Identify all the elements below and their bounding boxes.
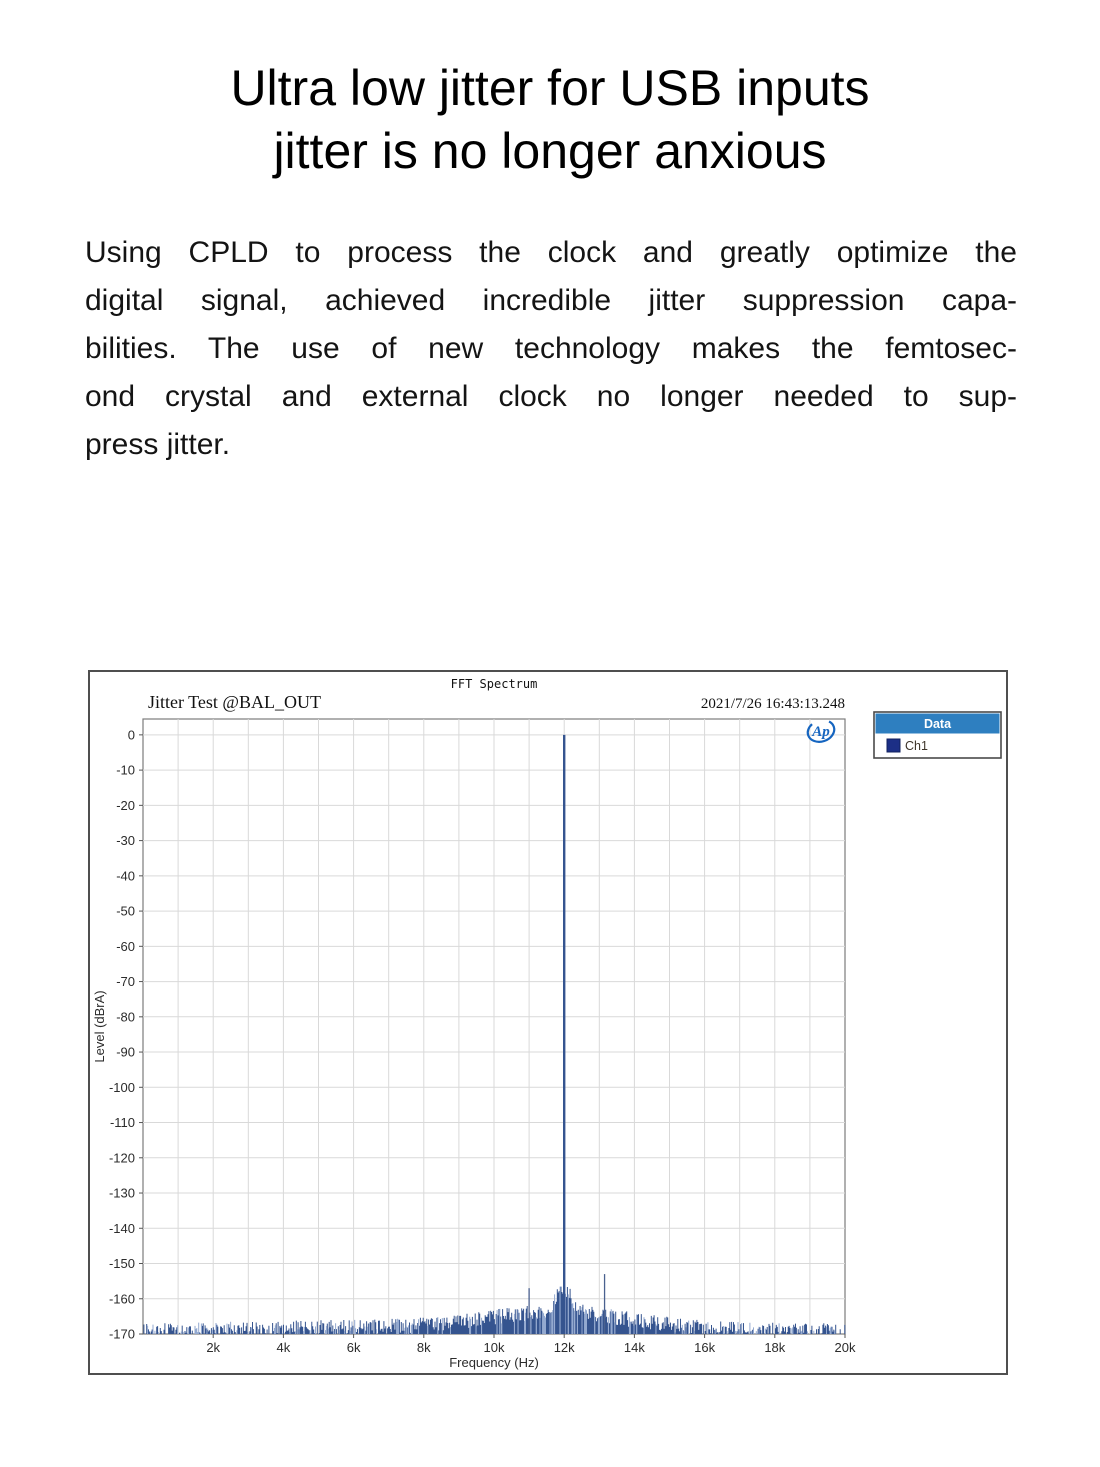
y-tick-label: -90 [116, 1044, 135, 1060]
x-tick-label: 10k [483, 1340, 505, 1355]
paragraph-line: press jitter. [85, 428, 231, 461]
chart-title: FFT Spectrum [450, 677, 538, 691]
timestamp: 2021/7/26 16:43:13.248 [700, 696, 845, 712]
x-tick-label: 2k [206, 1340, 221, 1355]
y-tick-label: -170 [108, 1326, 135, 1342]
legend-header-label: Data [923, 717, 952, 731]
y-tick-label: -110 [109, 1115, 135, 1131]
x-tick-label: 12k [553, 1340, 575, 1355]
x-tick-label: 20k [834, 1340, 856, 1355]
y-tick-label: -80 [116, 1009, 135, 1025]
paragraph-line: digital signal, achieved incredible jitter suppression capa- [85, 284, 1017, 317]
y-tick-label: -10 [116, 762, 135, 778]
x-tick-label: 8k [416, 1340, 431, 1355]
page-title [0, 57, 1100, 183]
y-tick-label: -40 [116, 868, 135, 884]
fft-spectrum-chart [88, 670, 1008, 1375]
x-tick-label: 4k [276, 1340, 291, 1355]
trace-title: Jitter Test @BAL_OUT [148, 692, 321, 712]
y-tick-label: -160 [108, 1291, 135, 1307]
y-tick-label: -60 [116, 938, 135, 954]
ap-logo-text: Ap [812, 724, 830, 740]
y-tick-label: -70 [116, 974, 135, 990]
page-title-line2: jitter is no longer anxious [273, 123, 827, 179]
paragraph-line: bilities. The use of new technology makes the femtosec- [85, 332, 1017, 365]
y-tick-label: -120 [108, 1150, 135, 1166]
fft-spectrum-figure [88, 670, 1008, 1375]
x-tick-label: 18k [764, 1340, 786, 1355]
y-axis-label: Level (dBrA) [92, 990, 107, 1063]
y-tick-label: -130 [108, 1185, 135, 1201]
x-tick-label: 6k [346, 1340, 361, 1355]
paragraph-line: ond crystal and external clock no longer needed to sup- [85, 380, 1017, 413]
y-tick-label: -50 [116, 903, 135, 919]
y-tick-label: -100 [108, 1079, 135, 1095]
page-title-line1: Ultra low jitter for USB inputs [230, 60, 870, 116]
y-tick-label: -20 [116, 797, 135, 813]
paragraph-line: Using CPLD to process the clock and greatly optimize the [85, 236, 1017, 269]
y-tick-label: -140 [108, 1220, 135, 1236]
y-tick-label: 0 [127, 727, 135, 743]
body-paragraph [85, 229, 1017, 469]
legend-box [874, 712, 1001, 758]
x-tick-label: 16k [694, 1340, 716, 1355]
legend-label-ch1: Ch1 [905, 739, 928, 753]
y-tick-label: -30 [116, 833, 135, 849]
x-axis-label: Frequency (Hz) [449, 1355, 539, 1370]
x-tick-label: 14k [623, 1340, 645, 1355]
legend-swatch-ch1 [887, 739, 900, 752]
y-tick-label: -150 [108, 1256, 135, 1272]
